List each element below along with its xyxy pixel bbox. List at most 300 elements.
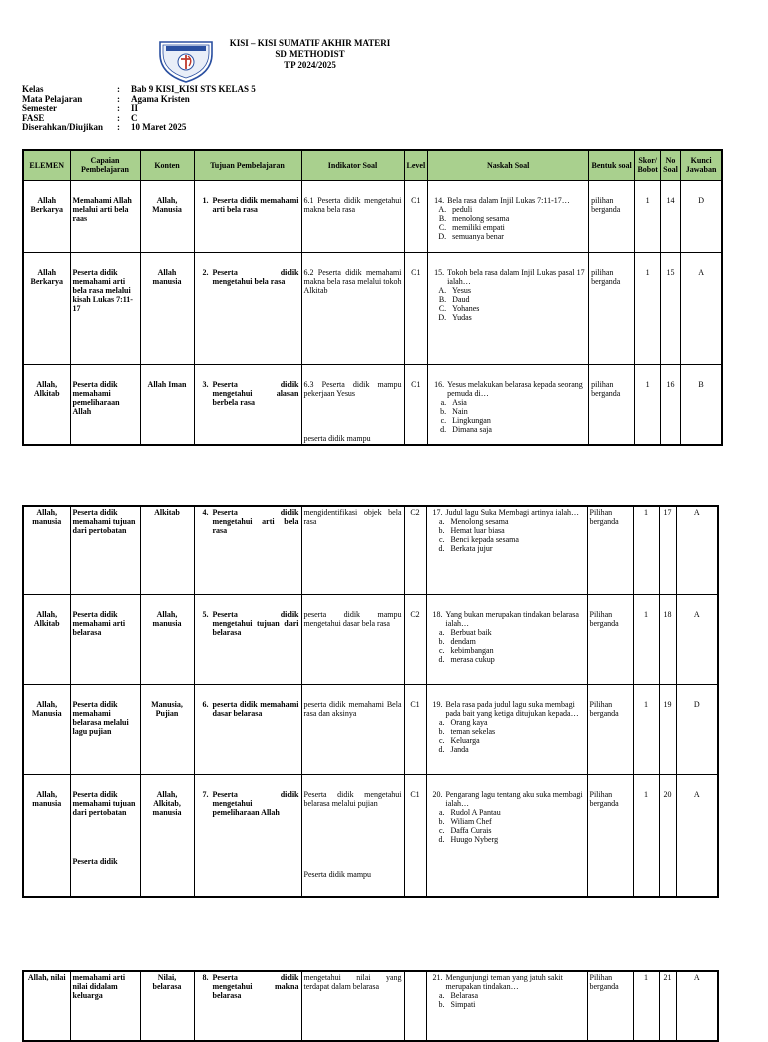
option-letter: c. — [438, 735, 445, 745]
question-number: 15. — [434, 267, 445, 277]
cell-tujuan — [194, 252, 301, 364]
cell-indikator — [301, 180, 404, 252]
question-number: 16. — [434, 379, 445, 389]
cell-indikator — [301, 684, 404, 774]
option-letter: b. — [438, 726, 445, 736]
elemen-text: Allah, Manusia — [31, 699, 62, 718]
indikator-text: mengetahui nilai yang terdapat dalam belarasa — [303, 973, 402, 991]
cell-bentuk — [589, 364, 635, 445]
option-text: Keluarga — [450, 735, 480, 745]
document-meta — [22, 85, 256, 133]
col-naskah: Naskah Soal — [428, 150, 589, 180]
tujuan-number: 3. — [202, 379, 209, 389]
tujuan-text: Peserta didik mengetahui alasan berbela rasa — [212, 379, 299, 407]
cell-tujuan — [194, 684, 301, 774]
cell-no-soal — [661, 252, 681, 364]
cell-elemen — [23, 774, 70, 897]
konten-text: Allah, Manusia — [152, 195, 182, 214]
bentuk-text: Pilihan berganda — [589, 508, 619, 526]
option-text: Yesus — [452, 285, 471, 295]
indikator-text: 6.1 Peserta didik mengetahui makna bela rasa — [303, 195, 402, 214]
option-text: Simpati — [450, 1000, 476, 1009]
cell-naskah — [428, 364, 589, 445]
cell-level — [404, 971, 426, 1041]
cell-skor — [635, 364, 661, 445]
cell-indikator — [301, 506, 404, 594]
indikator-text: 6.3 Peserta didik mampu pekerjaan Yesus — [303, 379, 402, 398]
skor-text: 1 — [644, 973, 648, 982]
question-number: 14. — [434, 195, 445, 205]
capaian-text: Peserta didik memahami pemeliharaan Allah — [72, 379, 120, 416]
bentuk-text: Pilihan berganda — [589, 789, 619, 808]
cell-konten — [140, 506, 194, 594]
kunci-text: A — [693, 789, 700, 799]
option-letter: b. — [438, 1000, 445, 1009]
capaian-text: Peserta didik memahami tujuan dari pertobatan — [72, 789, 136, 817]
tujuan-number: 5. — [202, 609, 209, 619]
cell-elemen — [23, 180, 70, 252]
cell-skor — [635, 252, 661, 364]
option-text: Yohanes — [452, 303, 480, 313]
answer-option — [430, 232, 586, 241]
answer-option — [430, 407, 586, 416]
answer-option — [429, 826, 585, 835]
option-text: Belarasa — [450, 991, 479, 1000]
document-title: KISI – KISI SUMATIF AKHIR MATERI — [229, 38, 391, 48]
question-text: Judul lagu Suka Membagi artinya ialah… — [445, 508, 580, 517]
elemen-text: Allah, nilai — [27, 973, 66, 982]
cell-indikator — [301, 774, 404, 897]
konten-text: Allah manusia — [152, 267, 182, 286]
kisi-table-page-2 — [22, 505, 719, 898]
kunci-text: D — [693, 699, 700, 709]
bentuk-text: Pilihan berganda — [589, 699, 619, 718]
cell-konten — [140, 364, 194, 445]
no-soal-text: 21 — [663, 973, 672, 982]
cell-elemen — [23, 684, 70, 774]
cell-elemen — [23, 506, 70, 594]
option-letter: b. — [438, 636, 445, 646]
cell-naskah — [426, 594, 587, 684]
kisi-table-page-1 — [22, 149, 723, 446]
no-soal-text: 18 — [663, 609, 672, 619]
cell-elemen — [23, 594, 70, 684]
cell-tujuan — [194, 594, 301, 684]
option-letter: d. — [438, 744, 445, 754]
answer-option — [429, 718, 585, 727]
cell-level — [404, 506, 426, 594]
cell-bentuk — [587, 684, 633, 774]
answer-option — [429, 835, 585, 844]
question-text: Mengunjungi teman yang jatuh sakit merupakan tindakan… — [445, 973, 563, 991]
cell-naskah — [428, 180, 589, 252]
tujuan-number: 1. — [202, 195, 209, 205]
meta-row-kelas: Kelas : Bab 9 KISI_KISI STS KELAS 5 — [22, 84, 256, 94]
elemen-text: Allah Berkarya — [30, 267, 63, 286]
capaian-text: Peserta didik memahami belarasa melalui lagu pujian — [72, 699, 129, 736]
answer-option — [430, 205, 586, 214]
cell-no-soal — [659, 506, 676, 594]
cell-capaian — [70, 971, 140, 1041]
answer-option — [429, 526, 585, 535]
cell-capaian — [70, 364, 140, 445]
kunci-text: A — [693, 609, 700, 619]
meta-row-semester: Semester : II — [22, 103, 139, 113]
tujuan-number: 8. — [202, 973, 209, 982]
tujuan-text: Peserta didik mengetahui arti bela rasa — [212, 508, 299, 535]
question-text: Pengarang lagu tentang aku suka membagi ialah… — [445, 789, 583, 808]
question-number: 18. — [432, 609, 443, 619]
cell-kunci — [680, 364, 722, 445]
skor-text: 1 — [644, 508, 648, 517]
option-text: Janda — [450, 744, 469, 754]
skor-text: 1 — [644, 699, 648, 709]
cell-capaian — [70, 252, 140, 364]
bentuk-text: pilihan berganda — [591, 195, 621, 214]
skor-text: 1 — [645, 195, 650, 205]
cell-tujuan — [194, 506, 301, 594]
bentuk-text: pilihan berganda — [591, 267, 621, 286]
option-letter: d. — [438, 544, 445, 553]
answer-option — [430, 313, 586, 322]
capaian-text: Peserta didik memahami arti bela rasa melalui kisah Lukas 7:11-17 — [72, 267, 133, 313]
cell-naskah — [426, 684, 587, 774]
skor-text: 1 — [644, 609, 648, 619]
cell-kunci — [676, 774, 718, 897]
capaian-extra-text: Peserta didik — [72, 856, 118, 866]
option-text: menolong sesama — [452, 213, 510, 223]
kunci-text: B — [698, 379, 704, 389]
option-text: merasa cukup — [450, 654, 495, 664]
table-row — [23, 774, 718, 897]
konten-text: Alkitab — [154, 508, 180, 517]
cell-kunci — [676, 594, 718, 684]
table-row — [23, 684, 718, 774]
option-letter: D. — [438, 312, 447, 322]
cell-tujuan — [194, 971, 301, 1041]
cell-elemen — [23, 971, 70, 1041]
cell-skor — [633, 684, 659, 774]
option-letter: c. — [440, 415, 447, 425]
indikator-text: 6.2 Peserta didik memahami makna bela rasa melalui tokoh Alkitab — [303, 267, 402, 295]
option-text: teman sekelas — [450, 726, 496, 736]
option-text: dendam — [450, 636, 476, 646]
option-text: Rudol A Pantau — [450, 807, 501, 817]
elemen-text: Allah, manusia — [32, 789, 62, 808]
option-letter: c. — [438, 645, 445, 655]
question-text: Bela rasa dalam Injil Lukas 7:11-17… — [447, 195, 570, 205]
option-text: Yudas — [452, 312, 472, 322]
question-text: Yang bukan merupakan tindakan belarasa ialah… — [445, 609, 579, 628]
cell-kunci — [676, 506, 718, 594]
option-letter: a. — [438, 717, 445, 727]
cell-bentuk — [587, 971, 633, 1041]
cell-konten — [140, 252, 194, 364]
indikator-extra-text: Peserta didik mampu — [303, 869, 372, 879]
cell-skor — [633, 774, 659, 897]
cell-no-soal — [659, 684, 676, 774]
cell-konten — [140, 774, 194, 897]
kunci-text: A — [698, 267, 704, 277]
col-bentuk: Bentuk soal — [589, 150, 635, 180]
cell-skor — [633, 594, 659, 684]
option-text: kebimbangan — [450, 645, 494, 655]
cell-bentuk — [587, 506, 633, 594]
cell-bentuk — [587, 594, 633, 684]
col-konten: Konten — [140, 150, 194, 180]
indikator-extra-text: peserta didik mampu — [303, 433, 371, 443]
konten-text: Nilai, belarasa — [152, 973, 182, 991]
table-row — [23, 506, 718, 594]
cell-naskah — [426, 774, 587, 897]
option-text: Hemat luar biasa — [450, 526, 505, 535]
indikator-text: peserta didik mampu mengetahui dasar bela rasa — [303, 609, 402, 628]
answer-option — [430, 416, 586, 425]
answer-option — [430, 295, 586, 304]
cell-capaian — [70, 684, 140, 774]
elemen-text: Allah, manusia — [32, 508, 62, 526]
answer-option — [430, 398, 586, 407]
cell-capaian — [70, 774, 140, 897]
col-skor: Skor/ Bobot — [635, 150, 661, 180]
tujuan-text: Peserta didik mengetahui bela rasa — [212, 267, 299, 286]
option-letter: C. — [438, 303, 447, 313]
tujuan-text: Peserta didik mengetahui tujuan dari belarasa — [212, 609, 299, 637]
col-indikator: Indikator Soal — [301, 150, 404, 180]
meta-row-fase: FASE : C — [22, 112, 138, 123]
cell-konten — [140, 684, 194, 774]
kunci-text: A — [693, 973, 700, 982]
cell-indikator — [301, 971, 404, 1041]
option-letter: a. — [438, 627, 445, 637]
level-text: C1 — [410, 699, 420, 709]
table-row — [23, 594, 718, 684]
tujuan-text: Peserta didik mengetahui makna belarasa — [212, 973, 299, 1000]
cell-bentuk — [589, 180, 635, 252]
option-text: Daffa Curais — [450, 825, 492, 835]
answer-option — [429, 817, 585, 826]
cell-skor — [635, 180, 661, 252]
tujuan-text: Peserta didik memahami arti bela rasa — [212, 195, 299, 214]
cell-level — [404, 180, 428, 252]
table-row — [23, 252, 722, 364]
option-text: Daud — [452, 294, 470, 304]
option-letter: b. — [440, 406, 447, 416]
answer-option — [429, 808, 585, 817]
cell-indikator — [301, 594, 404, 684]
answer-option — [429, 655, 585, 664]
answer-option — [430, 223, 586, 232]
cell-level — [404, 364, 428, 445]
option-text: Nain — [452, 406, 468, 416]
option-letter: a. — [438, 807, 445, 817]
answer-option — [430, 214, 586, 223]
indikator-text: Peserta didik mengetahui belarasa melalui pujian — [303, 789, 402, 808]
cell-elemen — [23, 252, 70, 364]
cell-konten — [140, 180, 194, 252]
bentuk-text: pilihan berganda — [591, 379, 621, 398]
cell-tujuan — [194, 180, 301, 252]
option-letter: b. — [438, 526, 445, 535]
document-header — [220, 38, 400, 71]
option-text: Wiliam Chef — [450, 816, 492, 826]
bentuk-text: Pilihan berganda — [589, 609, 619, 628]
question-number: 17. — [432, 508, 443, 517]
question-text: Yesus melakukan belarasa kepada seorang pemuda di… — [447, 379, 583, 398]
option-text: Lingkungan — [452, 415, 491, 425]
cell-kunci — [676, 971, 718, 1041]
skor-text: 1 — [645, 379, 650, 389]
answer-option — [429, 745, 585, 754]
tujuan-number: 2. — [202, 267, 209, 277]
level-text: C2 — [410, 609, 420, 619]
answer-option — [429, 646, 585, 655]
answer-option — [430, 286, 586, 295]
level-text: C1 — [411, 379, 421, 389]
cell-level — [404, 774, 426, 897]
option-letter: c. — [438, 825, 445, 835]
question-text: Tokoh bela rasa dalam Injil Lukas pasal 17 ialah… — [447, 267, 585, 286]
question-number: 21. — [432, 973, 443, 982]
option-text: Asia — [452, 397, 467, 407]
cell-bentuk — [587, 774, 633, 897]
cell-kunci — [676, 684, 718, 774]
cell-skor — [633, 506, 659, 594]
level-text: C2 — [410, 508, 420, 517]
answer-option — [429, 535, 585, 544]
tujuan-number: 4. — [202, 508, 209, 517]
option-letter: a. — [438, 517, 445, 526]
capaian-text: Peserta didik memahami tujuan dari pertobatan — [72, 508, 136, 535]
cell-tujuan — [194, 364, 301, 445]
answer-option — [429, 628, 585, 637]
option-letter: B. — [438, 294, 447, 304]
indikator-text: mengidentifikasi objek bela rasa — [303, 508, 402, 526]
school-year: TP 2024/2025 — [284, 60, 336, 70]
tujuan-number: 7. — [202, 789, 209, 799]
no-soal-text: 17 — [663, 508, 672, 517]
no-soal-text: 14 — [666, 195, 675, 205]
level-text: C1 — [410, 789, 420, 799]
cell-kunci — [680, 180, 722, 252]
question-text: Bela rasa pada judul lagu suka membagi pada bait yang ketiga ditujukan kepada… — [445, 699, 579, 718]
kunci-text: D — [698, 195, 704, 205]
level-text: C1 — [411, 267, 421, 277]
cell-kunci — [680, 252, 722, 364]
capaian-text: Memahami Allah melalui arti bela raas — [72, 195, 132, 223]
col-level: Level — [404, 150, 428, 180]
cell-capaian — [70, 180, 140, 252]
option-text: Menolong sesama — [450, 517, 509, 526]
cell-naskah — [428, 252, 589, 364]
no-soal-text: 20 — [663, 789, 672, 799]
cell-skor — [633, 971, 659, 1041]
answer-option — [429, 1000, 585, 1009]
konten-text: Allah Iman — [147, 379, 187, 389]
option-text: Dimana saja — [452, 424, 492, 434]
cell-naskah — [426, 506, 587, 594]
option-text: Huugo Nyberg — [450, 834, 499, 844]
option-text: memiliki empati — [452, 222, 505, 232]
cell-capaian — [70, 594, 140, 684]
table-row — [23, 971, 718, 1041]
cell-elemen — [23, 364, 70, 445]
answer-option — [429, 544, 585, 553]
cell-no-soal — [661, 180, 681, 252]
option-text: Benci kepada sesama — [450, 535, 519, 544]
no-soal-text: 19 — [663, 699, 672, 709]
option-text: peduli — [452, 204, 473, 214]
cell-no-soal — [659, 774, 676, 897]
indikator-text: peserta didik memahami Bela rasa dan aksinya — [303, 699, 402, 718]
col-tujuan: Tujuan Pembelajaran — [194, 150, 301, 180]
col-elemen: ELEMEN — [23, 150, 70, 180]
option-letter: B. — [438, 213, 447, 223]
option-letter: a. — [440, 397, 447, 407]
option-letter: C. — [438, 222, 447, 232]
cell-indikator — [301, 252, 404, 364]
kunci-text: A — [693, 508, 700, 517]
skor-text: 1 — [644, 789, 648, 799]
col-capaian: Capaian Pembelajaran — [70, 150, 140, 180]
answer-option — [430, 304, 586, 313]
skor-text: 1 — [645, 267, 650, 277]
school-logo — [157, 36, 215, 84]
option-letter: d. — [440, 424, 447, 434]
answer-option — [430, 425, 586, 434]
table-header-row — [23, 150, 722, 180]
elemen-text: Allah, Alkitab — [33, 609, 60, 628]
option-text: Orang kaya — [450, 717, 488, 727]
elemen-text: Allah, Alkitab — [33, 379, 60, 398]
bentuk-text: Pilihan berganda — [589, 973, 619, 991]
konten-text: Allah, manusia — [152, 609, 182, 628]
no-soal-text: 16 — [666, 379, 675, 389]
cell-no-soal — [661, 364, 681, 445]
answer-option — [429, 736, 585, 745]
option-text: semuanya benar — [452, 231, 504, 241]
cell-level — [404, 252, 428, 364]
table-row — [23, 180, 722, 252]
cell-no-soal — [659, 594, 676, 684]
answer-option — [429, 637, 585, 646]
level-text: C1 — [411, 195, 421, 205]
meta-row-mapel: Mata Pelajaran : Agama Kristen — [22, 93, 190, 104]
no-soal-text: 15 — [666, 267, 675, 277]
capaian-text: memahami arti nilai didalam keluarga — [72, 973, 126, 1000]
answer-option — [429, 517, 585, 526]
tujuan-text: peserta didik memahami dasar belarasa — [212, 699, 299, 718]
konten-text: Allah, Alkitab, manusia — [152, 789, 182, 817]
tujuan-number: 6. — [202, 699, 209, 709]
option-letter: A. — [438, 285, 447, 295]
col-no: No Soal — [661, 150, 681, 180]
cell-indikator — [301, 364, 404, 445]
cell-capaian — [70, 506, 140, 594]
cell-level — [404, 594, 426, 684]
table-row — [23, 364, 722, 445]
question-number: 20. — [432, 789, 443, 799]
option-letter: D. — [438, 231, 447, 241]
elemen-text: Allah Berkarya — [30, 195, 63, 214]
option-text: Berkata jujur — [450, 544, 493, 553]
cell-bentuk — [589, 252, 635, 364]
capaian-text: Peserta didik memahami arti belarasa — [72, 609, 126, 637]
answer-option — [429, 727, 585, 736]
option-letter: a. — [438, 991, 445, 1000]
cell-level — [404, 684, 426, 774]
option-letter: d. — [438, 654, 445, 664]
